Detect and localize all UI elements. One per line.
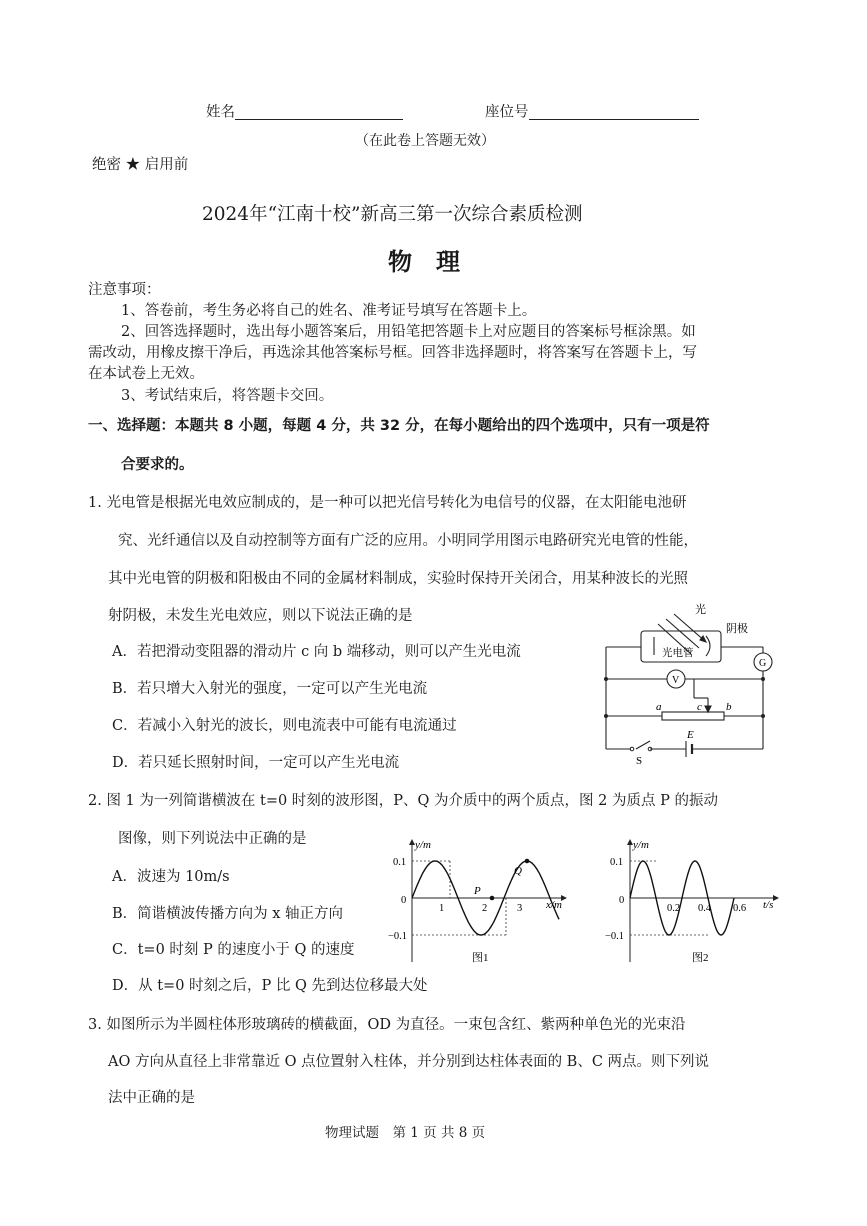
section1-heading: 一、选择题：本题共 8 小题，每题 4 分，共 32 分，在每小题给出的四个选项中，只有一项是符 bbox=[88, 418, 710, 434]
q1-stem-3: 其中光电管的阴极和阳极由不同的金属材料制成，实验时保持开关闭合，用某种波长的光照 bbox=[108, 571, 688, 587]
q3-stem-2: AO 方向从直径上非常靠近 O 点位置射入柱体，并分别到达柱体表面的 B、C 两点。则下列说 bbox=[108, 1054, 710, 1070]
notice-item-3: 3、考试结束后，将答题卡交回。 bbox=[121, 388, 334, 404]
fig1-point-P bbox=[490, 896, 495, 901]
fig2-xlabel: t/s bbox=[763, 899, 774, 911]
q1-option-a[interactable]: A．若把滑动变阻器的滑动片 c 向 b 端移动，则可以产生光电流 bbox=[112, 644, 521, 660]
notice-item-1: 1、答卷前，考生务必将自己的姓名、准考证号填写在答题卡上。 bbox=[121, 303, 537, 319]
q3-stem-3: 法中正确的是 bbox=[108, 1090, 195, 1106]
fig1-tick-2: 2 bbox=[482, 903, 488, 914]
label-light: 光 bbox=[695, 604, 706, 616]
notice-item-2-cont: 需改动，用橡皮擦干净后，再选涂其他答案标号框。回答非选择题时，将答案写在答题卡上，写 bbox=[88, 345, 697, 361]
galvanometer-icon: G bbox=[759, 658, 767, 669]
fig1-xlabel: x/m bbox=[546, 899, 562, 911]
section1-heading-cont: 合要求的。 bbox=[121, 457, 194, 473]
fig2-origin: 0 bbox=[619, 895, 625, 906]
fig1-label-Q: Q bbox=[514, 865, 522, 877]
name-blank[interactable] bbox=[235, 105, 403, 120]
fig2-ylabel: y/m bbox=[633, 839, 649, 851]
fig1-point-Q bbox=[525, 859, 530, 864]
q2-vibration-figure bbox=[600, 830, 786, 970]
q2-option-a[interactable]: A．波速为 10m/s bbox=[112, 869, 230, 885]
page-footer: 物理试题 第 1 页 共 8 页 bbox=[325, 1125, 486, 1141]
q1-stem-1: 1. 光电管是根据光电效应制成的，是一种可以把光信号转化为电信号的仪器，在太阳能电池研 bbox=[88, 495, 687, 511]
q1-option-d[interactable]: D．若只延长照射时间，一定可以产生光电流 bbox=[112, 755, 400, 771]
q1-stem-2: 究、光纤通信以及自动控制等方面有广泛的应用。小明同学用图示电路研究光电管的性能， bbox=[118, 533, 698, 549]
voltmeter-icon: V bbox=[672, 675, 680, 686]
q2-stem-2: 图像，则下列说法中正确的是 bbox=[118, 831, 307, 847]
q2-option-c[interactable]: C．t=0 时刻 P 的速度小于 Q 的速度 bbox=[112, 942, 355, 958]
fig1-tick-3: 3 bbox=[517, 903, 523, 914]
label-b: b bbox=[726, 701, 732, 713]
q2-wave-figure bbox=[386, 830, 572, 970]
seat-field bbox=[485, 105, 699, 120]
label-cathode: 阴极 bbox=[726, 623, 748, 635]
subject-title: 物 理 bbox=[388, 248, 460, 276]
fig2-caption: 图2 bbox=[692, 952, 709, 964]
notice-heading: 注意事项： bbox=[88, 282, 161, 298]
label-a: a bbox=[656, 701, 662, 713]
label-c: c bbox=[697, 701, 702, 713]
seat-blank[interactable] bbox=[529, 105, 699, 120]
label-tube: 光电管 bbox=[662, 648, 694, 659]
fig1-ymax: 0.1 bbox=[393, 857, 407, 868]
q1-option-b[interactable]: B．若只增大入射光的强度，一定可以产生光电流 bbox=[112, 681, 428, 697]
notice-item-2-end: 在本试卷上无效。 bbox=[88, 366, 204, 382]
header-note: （在此卷上答题无效） bbox=[355, 133, 495, 149]
fig1-ymin: −0.1 bbox=[388, 931, 408, 942]
name-field bbox=[206, 105, 403, 120]
q2-option-d[interactable]: D．从 t=0 时刻之后，P 比 Q 先到达位移最大处 bbox=[112, 978, 428, 994]
fig1-label-P: P bbox=[474, 885, 481, 897]
fig2-ymax: 0.1 bbox=[610, 857, 624, 868]
secret-mark: 绝密 ★ 启用前 bbox=[92, 157, 189, 173]
exam-title: 2024年“江南十校”新高三第一次综合素质检测 bbox=[202, 204, 583, 225]
fig2-ymin: −0.1 bbox=[605, 931, 625, 942]
fig2-tick-3: 0.6 bbox=[733, 903, 747, 914]
label-E: E bbox=[687, 729, 694, 741]
q2-stem-1: 2. 图 1 为一列简谐横波在 t=0 时刻的波形图，P、Q 为介质中的两个质点，图 2 为质点 P 的振动 bbox=[88, 793, 718, 809]
q2-option-b[interactable]: B．简谐横波传播方向为 x 轴正方向 bbox=[112, 906, 344, 922]
fig1-caption: 图1 bbox=[472, 952, 489, 964]
fig1-origin: 0 bbox=[401, 895, 407, 906]
q1-option-c[interactable]: C．若减小入射光的波长，则电流表中可能有电流通过 bbox=[112, 718, 457, 734]
fig2-tick-2: 0.4 bbox=[698, 903, 712, 914]
q1-stem-4: 射阴极，未发生光电效应，则以下说法正确的是 bbox=[108, 608, 413, 624]
notice-item-2: 2、回答选择题时，选出每小题答案后，用铅笔把答题卡上对应题目的答案标号框涂黑。如 bbox=[121, 324, 696, 340]
fig1-ylabel: y/m bbox=[415, 839, 431, 851]
fig2-tick-1: 0.2 bbox=[667, 903, 681, 914]
q1-circuit-figure bbox=[596, 600, 786, 770]
q3-stem-1: 3. 如图所示为半圆柱体形玻璃砖的横截面，OD 为直径。一束包含红、紫两种单色光的光束沿 bbox=[88, 1017, 686, 1033]
label-S: S bbox=[636, 755, 643, 767]
seat-label: 座位号 bbox=[485, 104, 529, 121]
fig1-tick-1: 1 bbox=[439, 903, 445, 914]
name-label: 姓名 bbox=[206, 104, 235, 121]
